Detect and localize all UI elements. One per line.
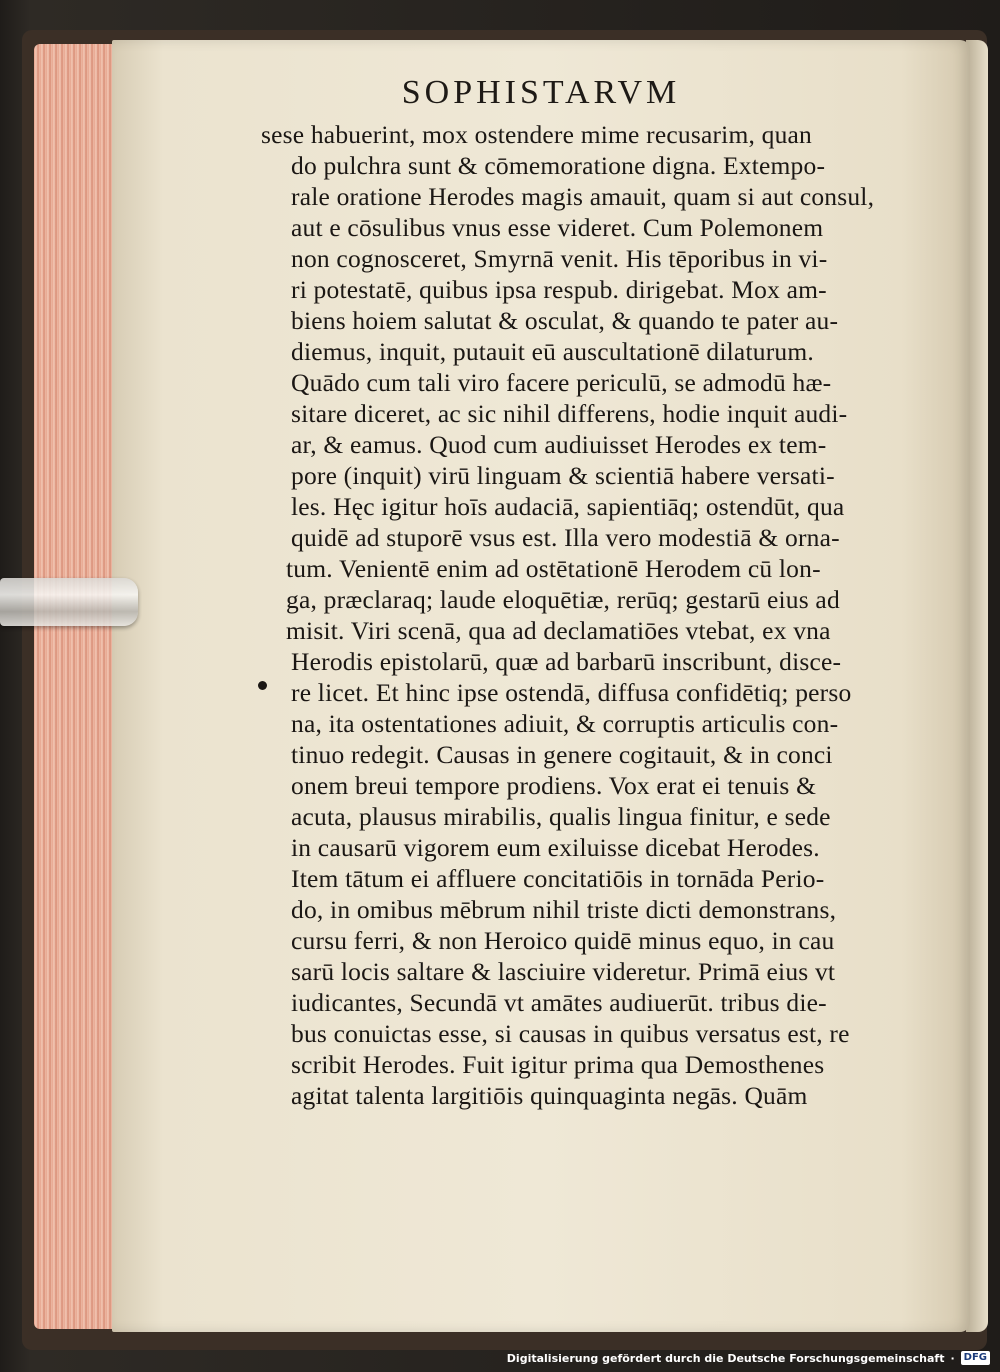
text-line: Herodis epistolarū, quæ ad barbarū inscribunt, disce- (291, 647, 842, 676)
red-page-edges (34, 44, 124, 1329)
text-line: tinuo redegit. Causas in genere cogitauit, & in conci (291, 740, 833, 769)
text-line: onem breui tempore prodiens. Vox erat ei tenuis & (291, 771, 817, 800)
text-line: iudicantes, Secundā vt amātes audiuerūt. tribus die- (291, 988, 827, 1017)
text-line: tum. Venientē enim ad ostētationē Herodem cū lon- (286, 554, 821, 583)
text-line: quidē ad stuporē vsus est. Illa vero modestiā & orna- (291, 523, 840, 552)
text-line: sarū locis saltare & lasciuire videretur. Primā eius vt (291, 957, 836, 986)
text-line: ar, & eamus. Quod cum audiuisset Herodes ex tem- (291, 430, 827, 459)
dfg-logo: DFG (961, 1351, 990, 1365)
text-line: pore (inquit) virū linguam & scientiā habere versati- (291, 461, 835, 490)
text-line: agitat talenta largitiōis quinquaginta negās. Quām (291, 1081, 808, 1110)
text-line: sitare diceret, ac sic nihil differens, hodie inquit audi- (291, 399, 848, 428)
text-line: rale oratione Herodes magis amauit, quam si aut consul, (291, 182, 875, 211)
text-line: les. Hęc igitur hoīs audaciā, sapientiāq; ostendūt, qua (291, 492, 845, 521)
text-line: na, ita ostentationes adiuit, & corruptis articulis con- (291, 709, 839, 738)
credit-text: Digitalisierung gefördert durch die Deutsche Forschungsgemeinschaft (506, 1351, 945, 1365)
text-line: cursu ferri, & non Heroico quidē minus equo, in cau (291, 926, 835, 955)
text-line: re licet. Et hinc ipse ostendā, diffusa confidētiq; perso (291, 678, 852, 707)
text-line: do, in omibus mēbrum nihil triste dicti demonstrans, (291, 895, 837, 924)
page-clamp (0, 578, 138, 626)
text-line: misit. Viri scenā, qua ad declamatiōes vtebat, ex vna (286, 616, 831, 645)
digitization-credit: Digitalisierung gefördert durch die Deutsche Forschungsgemeinschaft · DFG (507, 1350, 990, 1366)
text-line: Quādo cum tali viro facere periculū, se admodū hæ- (291, 368, 832, 397)
text-line: do pulchra sunt & cōmemoratione digna. Extempo- (291, 151, 826, 180)
text-line: ga, præclaraq; laude eloquētiæ, rerūq; gestarū eius ad (286, 585, 840, 614)
text-line: acuta, plausus mirabilis, qualis lingua finitur, e sede (291, 802, 831, 831)
text-line: in causarū vigorem eum exiluisse dicebat Herodes. (291, 833, 820, 862)
ink-spot (258, 681, 267, 690)
text-line: biens hoiem salutat & osculat, & quando te pater au- (291, 306, 839, 335)
text-line: bus conuictas esse, si causas in quibus versatus est, re (291, 1019, 850, 1048)
running-header: SOPHISTARVM (401, 74, 681, 111)
text-line: non cognosceret, Smyrnā venit. His tēporibus in vi- (291, 244, 828, 273)
text-line: Item tātum ei affluere concitatiōis in tornāda Perio- (291, 864, 825, 893)
text-line: ri potestatē, quibus ipsa respub. dirigebat. Mox am- (291, 275, 827, 304)
text-line: sese habuerint, mox ostendere mime recusarim, quan (261, 120, 812, 149)
text-line: diemus, inquit, putauit eū auscultationē dilaturum. (291, 337, 814, 366)
text-line: scribit Herodes. Fuit igitur prima qua Demosthenes (291, 1050, 825, 1079)
text-line: aut e cōsulibus vnus esse videret. Cum Polemonem (291, 213, 824, 242)
